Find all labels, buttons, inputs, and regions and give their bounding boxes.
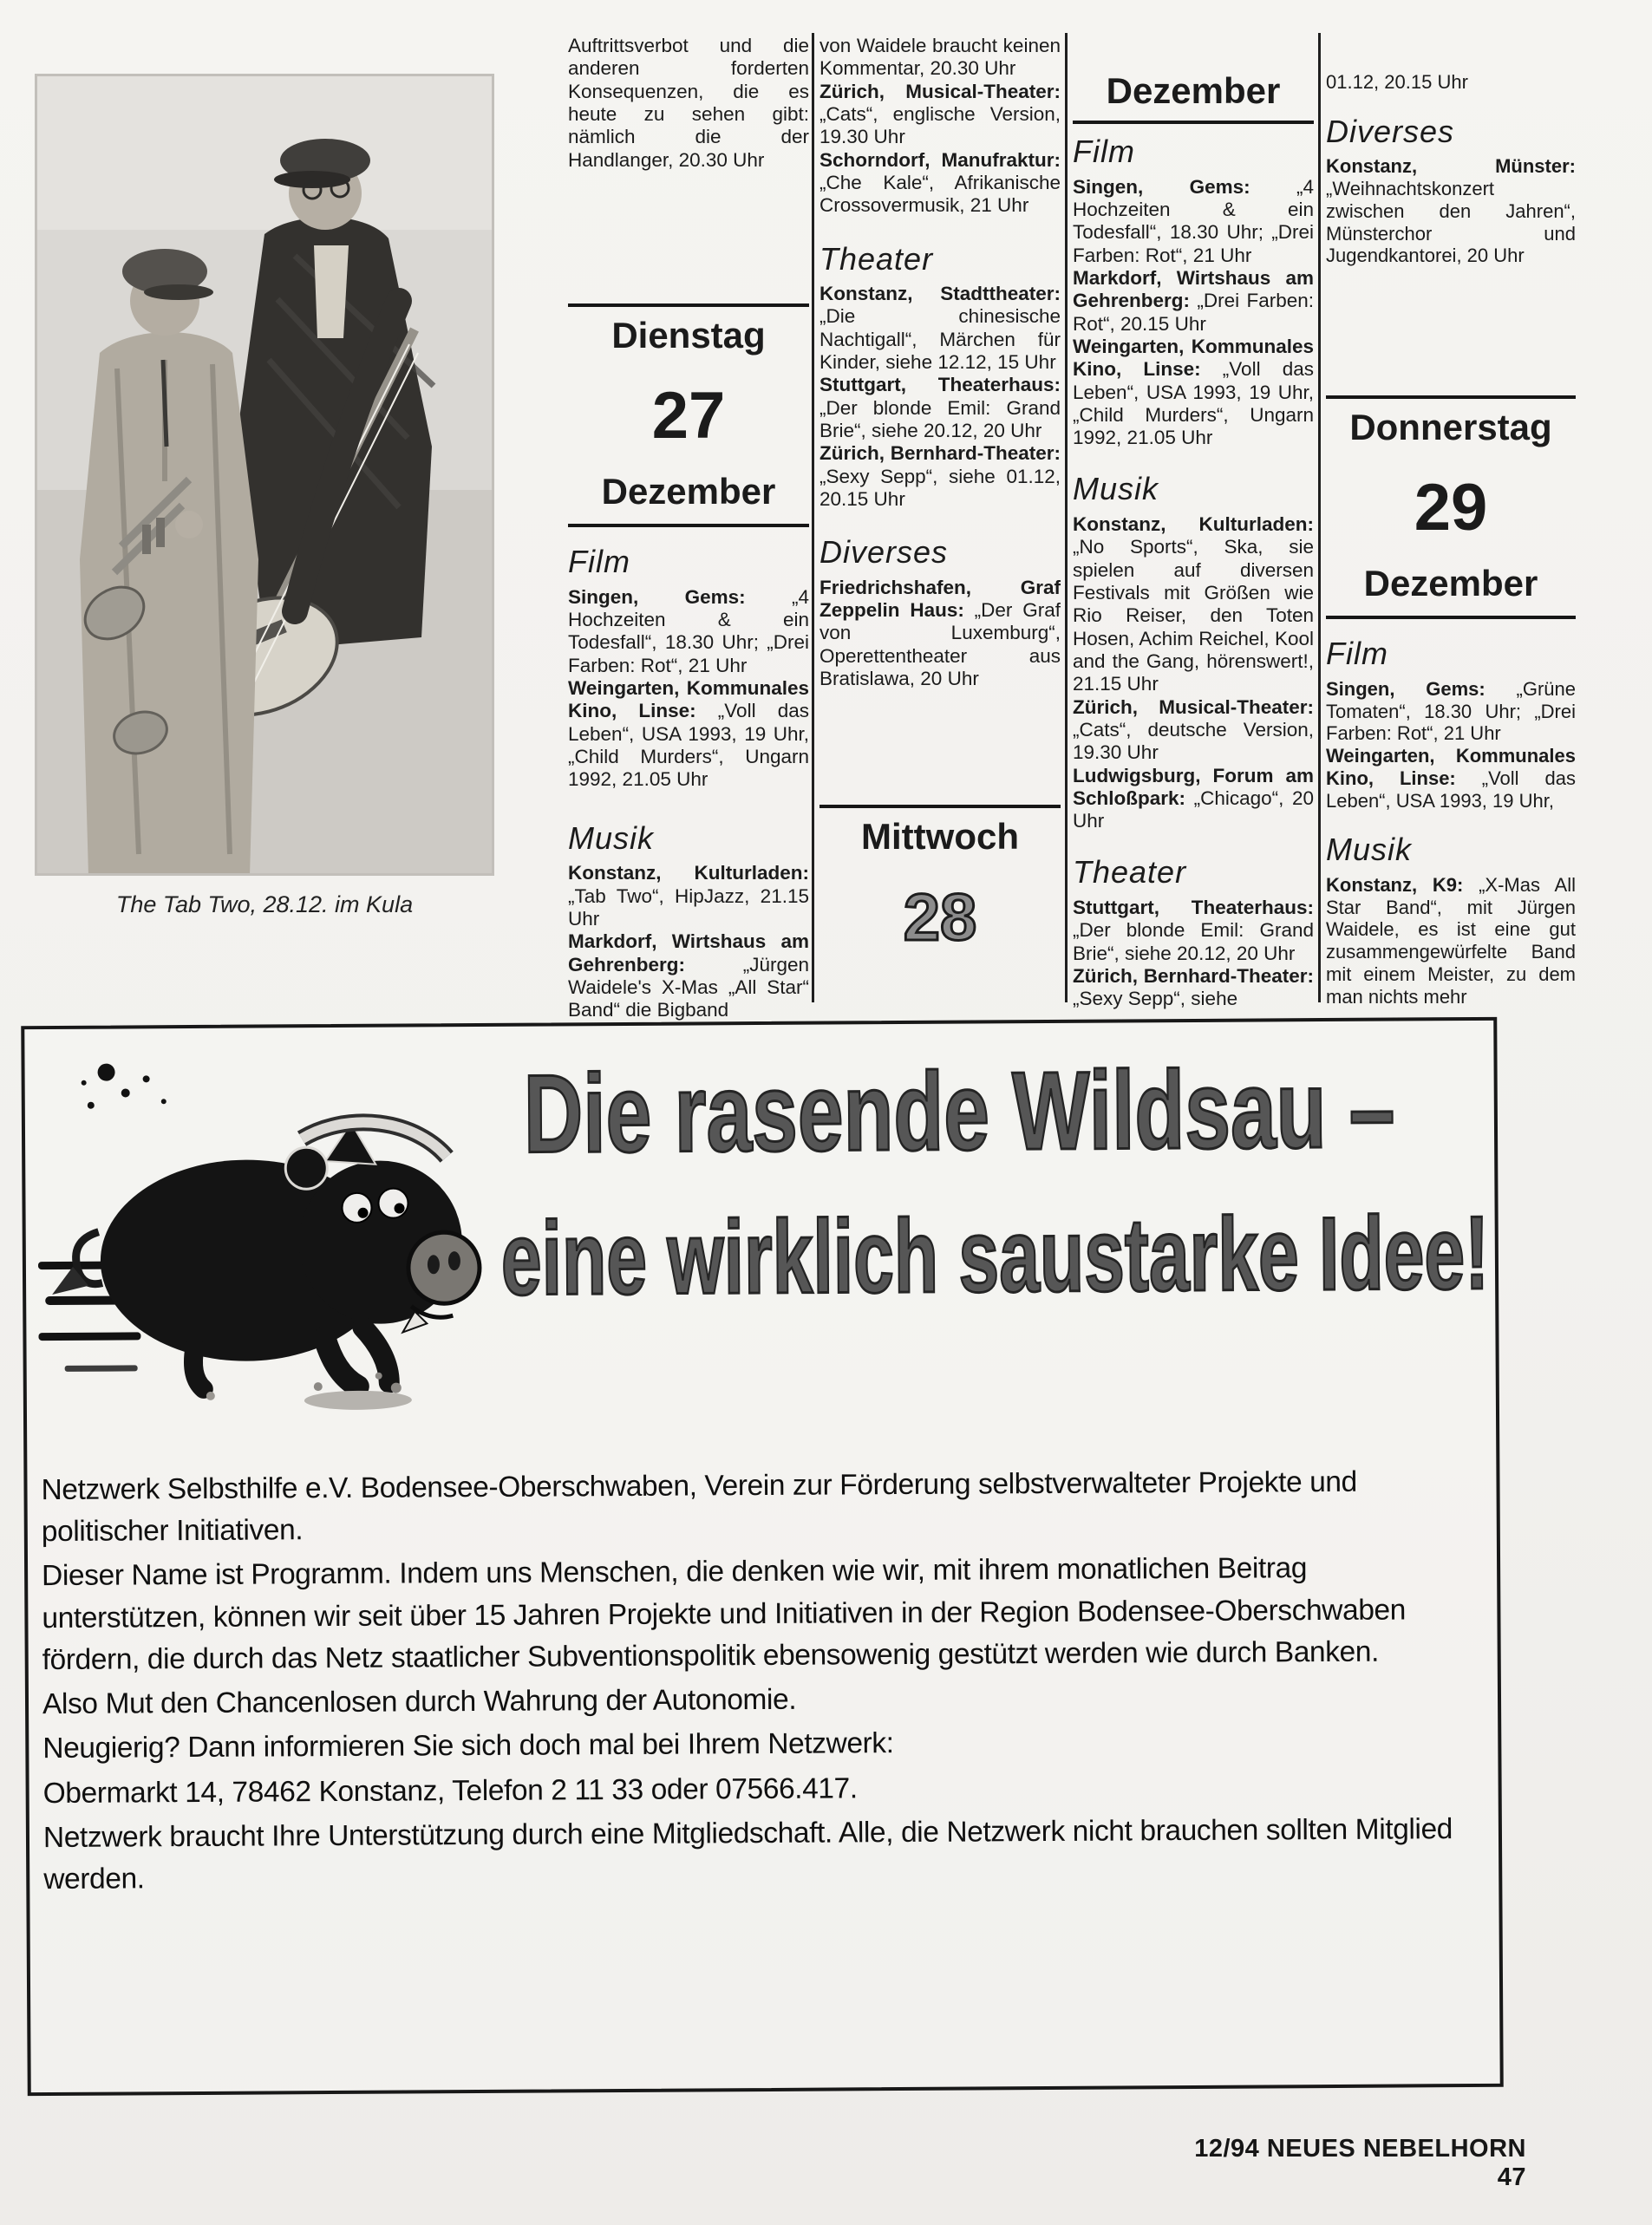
boar-illustration [36,1041,512,1425]
listing-entry [1073,897,1314,965]
listing-entry [819,374,1061,442]
column-divider [812,33,814,1002]
listing-text: „Voll das Leben“, USA 1993, 19 Uhr, [1326,767,1576,812]
section-heading-musik: Musik [568,819,655,856]
day-number: 27 [651,379,726,453]
listing-column-4 [1326,35,1576,1008]
section-heading-diverses: Diverses [1326,113,1455,149]
listing-text: „4 Hochzeiten & ein Todesfall“, 18.30 Uhr; „Drei Farben: Rot“, 21 Uhr [1073,175,1314,266]
page-footer: 12/94 NEUES NEBELHORN 47 [1194,2135,1526,2191]
continuation-text: 01.12, 20.15 Uhr [1326,71,1468,93]
listing-entry [819,283,1061,374]
listing-text: „Weihnachtskonzert zwischen den Jahren“, Münsterchor und Jugendkantorei, 20 Uhr [1326,178,1576,267]
listing-text: „Der blonde Emil: Grand Brie“, siehe 20.12, 20 Uhr [1073,919,1314,964]
listing-venue: Stuttgart, Theaterhaus: [819,374,1061,396]
section-heading-theater: Theater [819,240,934,277]
listing-venue: Zürich, Musical-Theater: [1073,695,1314,718]
listing-venue: Friedrichshafen, Graf Zeppelin Haus: [819,576,1061,622]
listing-entry [568,586,809,677]
section-heading-film: Film [1326,636,1388,672]
listing-venue: Konstanz, Stadttheater: [819,283,1061,305]
listing-text: „Tab Two“, HipJazz, 21.15 Uhr [568,884,809,930]
ad-paragraph: Netzwerk Selbsthilfe e.V. Bodensee-Oberschwaben, Verein zur Förderung selbstverwalteter Projekte und politischer Initiativen. [41,1465,1357,1549]
listing-entry [1326,874,1576,1008]
listing-venue: Konstanz, Kulturladen: [568,862,809,884]
band-photo-illustration [35,74,494,876]
day-number: 29 [1414,471,1488,545]
day-header-dienstag-27 [568,303,809,527]
listing-entry [1073,513,1314,696]
listing-venue: Konstanz, K9: [1326,873,1464,896]
listing-text: „Cats“, deutsche Version, 19.30 Uhr [1073,718,1314,764]
listing-entry [819,442,1061,511]
ad-headline-line-2: eine wirklich saustarke Idee! [500,1194,1490,1317]
section-heading-musik: Musik [1326,832,1413,868]
listing-column-3 [1073,35,1314,1011]
listing-entry [819,577,1061,691]
listing-entry [568,930,809,1021]
band-photo [35,74,494,876]
listing-entry [568,677,809,792]
section-heading-diverses: Diverses [819,534,949,571]
listing-venue: Zürich, Bernhard-Theater: [819,442,1061,465]
ad-paragraph: Obermarkt 14, 78462 Konstanz, Telefon 2 11 33 oder 07566.417. [42,1772,858,1810]
day-name: Mittwoch [861,816,1019,858]
photo-caption: The Tab Two, 28.12. im Kula [115,891,414,917]
listing-text: „Der blonde Emil: Grand Brie“, siehe 20.12, 20 Uhr [819,396,1061,441]
day-month: Dezember [1363,563,1538,604]
listing-text: „Chicago“, 20 Uhr [1073,786,1314,832]
listing-venue: Zürich, Bernhard-Theater: [1073,964,1314,987]
listing-venue: Schorndorf, Manufraktur: [819,148,1061,171]
listing-entry [1073,765,1314,833]
listing-text: „No Sports“, Ska, sie spielen auf diversen Festivals mit Größen wie Rio Reiser, den Toten Hosen, Achim Reichel, Kool and the Gang, hörenswert!, 21.15 Uhr [1073,536,1314,695]
continuation-text: von Waidele braucht keinen Kommentar, 20.30 Uhr [819,35,1061,80]
section-heading-musik: Musik [1073,471,1159,507]
column-divider [1318,33,1321,1002]
listing-entry [568,862,809,930]
listing-text: „4 Hochzeiten & ein Todesfall“, 18.30 Uhr; „Drei Farben: Rot“, 21 Uhr [568,585,809,676]
day-name: Donnerstag [1349,407,1552,447]
listing-entry [1073,176,1314,267]
listing-venue: Konstanz, Kulturladen: [1073,513,1314,536]
listing-text: „Jürgen Waidele's X-Mas „All Star“ Band“ die Bigband [568,953,809,1021]
listing-column-1 [568,35,809,1021]
listing-text: „Grüne Tomaten“, 18.30 Uhr; „Drei Farben: Rot“, 21 Uhr [1326,677,1576,745]
listing-text: „Der Graf von Luxemburg“, Operettentheater aus Bratislawa, 20 Uhr [819,599,1061,690]
listing-entry [1073,965,1314,1011]
day-month-continuation: Dezember [1073,69,1314,124]
netzwerk-ad-box [21,1017,1504,2096]
listing-text: „Cats“, englische Version, 19.30 Uhr [819,102,1061,148]
day-number: 28 [903,880,977,955]
section-heading-theater: Theater [1073,854,1187,891]
section-heading-film: Film [568,544,630,580]
listing-entry [1073,336,1314,450]
listing-text: „Die chinesische Nachtigall“, Märchen für Kinder, siehe 12.12, 15 Uhr [819,305,1061,374]
listing-column-2 [819,35,1061,986]
listing-text: „Sexy Sepp“, siehe 01.12, 20.15 Uhr [819,465,1061,510]
ad-paragraph: Dieser Name ist Programm. Indem uns Menschen, die denken wie wir, mit ihrem monatlichen Beitrag unterstützen, können wir seit über 15 Jahren Projekte und Initiativen in der Region Bodensee-Oberschwaben fördern, die durch das Netz staatlicher Subventionspolitik ebensowenig gestützt werden wie durch Banken. [42,1552,1407,1677]
listing-entry [819,81,1061,149]
ad-body-text [41,1461,1474,1903]
listing-venue: Weingarten, Kommunales Kino, Linse: [568,677,809,722]
listing-venue: Singen, Gems: [1326,677,1485,700]
listing-venue: Weingarten, Kommunales Kino, Linse: [1073,335,1314,381]
listing-entry [1326,745,1576,812]
listing-venue: Konstanz, Münster: [1326,155,1576,178]
listing-venue: Singen, Gems: [568,585,746,608]
listing-text: „Sexy Sepp“, siehe [1073,988,1238,1010]
listing-venue: Markdorf, Wirtshaus am Gehrenberg: [568,930,809,975]
listing-text: „Voll das Leben“, USA 1993, 19 Uhr, „Child Murders“, Ungarn 1992, 21.05 Uhr [1073,358,1314,449]
listing-venue: Weingarten, Kommunales Kino, Linse: [1326,745,1576,789]
ad-paragraph: Neugierig? Dann informieren Sie sich doch mal bei Ihrem Netzwerk: [42,1727,894,1765]
listing-entry [819,149,1061,218]
day-header-donnerstag-29 [1326,395,1576,619]
listing-entry [1326,678,1576,745]
section-heading-film: Film [1073,134,1135,170]
day-month: Dezember [601,471,776,512]
day-header-mittwoch-28 [819,805,1061,985]
listing-text: „Che Kale“, Afrikanische Crossovermusik, 21 Uhr [819,171,1061,217]
listing-venue: Singen, Gems: [1073,175,1250,198]
listing-venue: Markdorf, Wirtshaus am Gehrenberg: [1073,266,1314,312]
listing-text: „Drei Farben: Rot“, 20.15 Uhr [1073,290,1314,335]
listing-entry [1326,155,1576,267]
listing-entry [1073,696,1314,765]
listing-text: „Voll das Leben“, USA 1993, 19 Uhr, „Child Murders“, Ungarn 1992, 21.05 Uhr [568,700,809,791]
ad-paragraph: Netzwerk braucht Ihre Unterstützung durch eine Mitgliedschaft. Alle, die Netzwerk nicht brauchen sollten Mitglied werden. [42,1813,1453,1896]
listing-venue: Ludwigsburg, Forum am Schloßpark: [1073,764,1314,809]
listing-venue: Stuttgart, Theaterhaus: [1073,897,1314,919]
listing-text: „X-Mas All Star Band“, mit Jürgen Waidele, es ist eine gut zusammengewürfelte Band mit einem Meister, zu dem man nichts mehr [1326,873,1576,1008]
continuation-text: Auftrittsverbot und die anderen forderten Konsequenzen, die es heute zu sehen gibt: nämlich die der Handlanger, 20.30 Uhr [568,35,809,171]
column-divider [1065,33,1068,1002]
ad-paragraph: Also Mut den Chancenlosen durch Wahrung der Autonomie. [42,1683,797,1721]
ad-headline-line-1: Die rasende Wildsau – [523,1047,1395,1177]
listing-venue: Zürich, Musical-Theater: [819,80,1061,102]
listing-entry [1073,267,1314,336]
day-name: Dienstag [611,314,766,356]
